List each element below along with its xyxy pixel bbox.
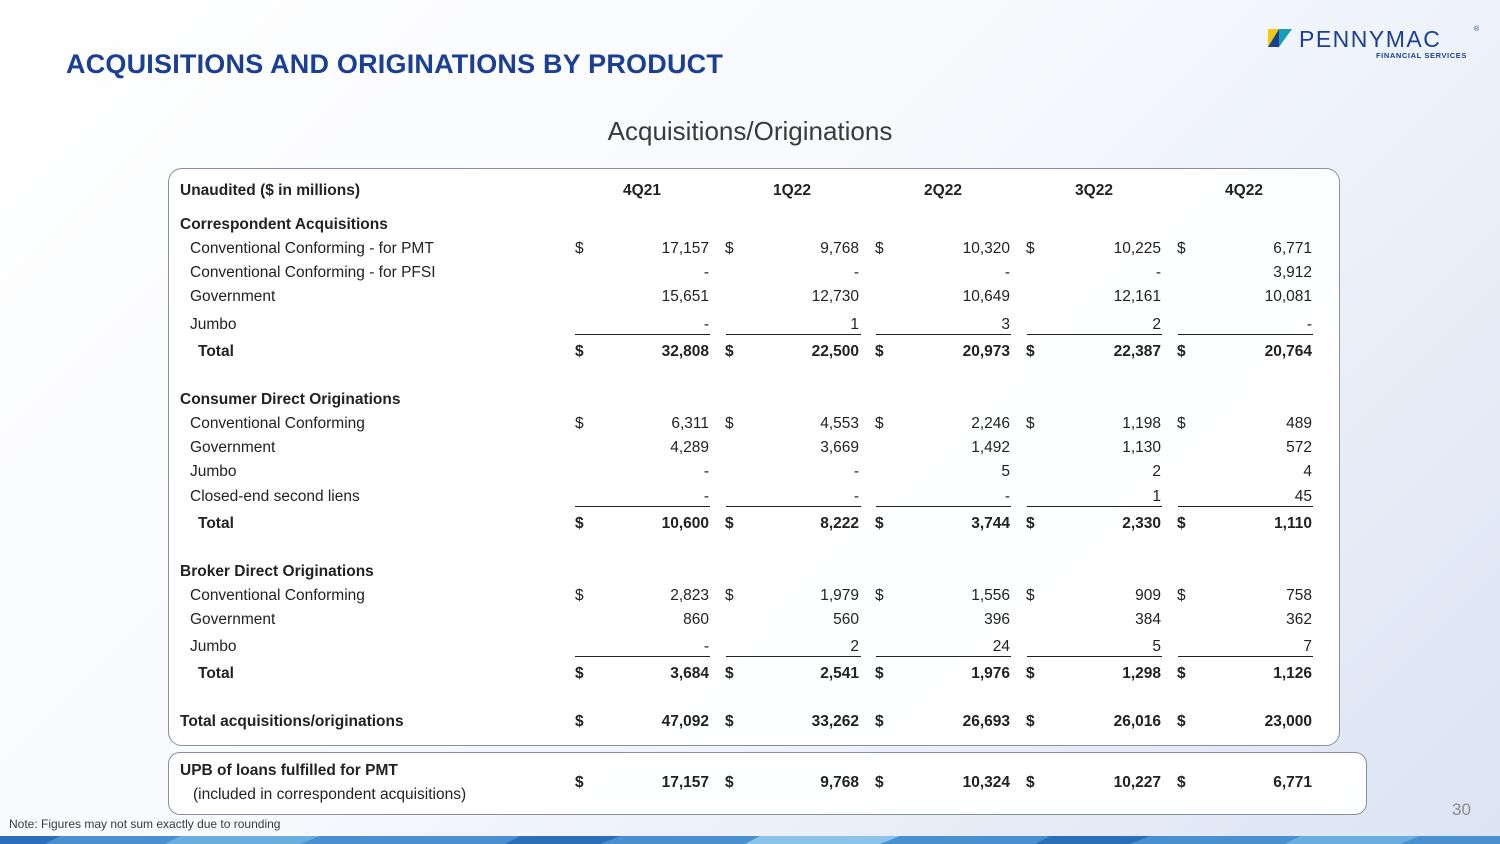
total-label: Total (198, 343, 234, 360)
cell-value: 909 (1135, 587, 1161, 604)
row-label: Conventional Conforming - for PFSI (190, 264, 436, 281)
currency-symbol: $ (725, 515, 734, 532)
cell-value: - (703, 463, 709, 480)
cell-value: 396 (984, 611, 1010, 628)
currency-symbol: $ (1026, 587, 1035, 604)
currency-symbol: $ (875, 713, 884, 730)
currency-symbol: $ (725, 713, 734, 730)
cell-value: 6,771 (1273, 774, 1312, 791)
table-row (0, 238, 1500, 260)
page-title: ACQUISITIONS AND ORIGINATIONS BY PRODUCT (66, 49, 724, 79)
currency-symbol: $ (1177, 587, 1186, 604)
table-row (0, 486, 1500, 508)
currency-symbol: $ (725, 240, 734, 257)
currency-symbol: $ (575, 240, 584, 257)
cell-value: 572 (1286, 439, 1312, 456)
cell-value: - (1004, 264, 1010, 281)
cell-value: 1,126 (1273, 665, 1312, 682)
footer-decoration (0, 836, 1500, 844)
table-row (0, 262, 1500, 284)
upb-sublabel: (included in correspondent acquisitions) (193, 786, 467, 803)
upb-label: UPB of loans fulfilled for PMT (180, 762, 398, 779)
table-row (0, 437, 1500, 459)
row-label: Government (190, 439, 276, 456)
cell-value: 5 (1001, 463, 1010, 480)
section-total-row (0, 513, 1500, 535)
cell-value: - (853, 488, 859, 505)
subtotal-rule (876, 334, 1011, 335)
cell-value: - (853, 264, 859, 281)
cell-value: - (1155, 264, 1161, 281)
subtotal-rule (876, 656, 1011, 657)
currency-symbol: $ (575, 515, 584, 532)
cell-value: 10,225 (1113, 240, 1161, 257)
cell-value: 24 (992, 638, 1010, 655)
currency-symbol: $ (875, 515, 884, 532)
cell-value: 3,912 (1273, 264, 1312, 281)
upb-values-row (0, 772, 1500, 794)
cell-value: 3,684 (670, 665, 709, 682)
table-row (0, 585, 1500, 607)
currency-symbol: $ (1026, 515, 1035, 532)
cell-value: 10,227 (1113, 774, 1161, 791)
subtotal-rule (1178, 656, 1313, 657)
period-header: 4Q21 (623, 182, 661, 199)
cell-value: 384 (1135, 611, 1161, 628)
page-number: 30 (1452, 800, 1471, 819)
currency-symbol: $ (1177, 665, 1186, 682)
cell-value: 33,262 (811, 713, 859, 730)
cell-value: 1,130 (1122, 439, 1161, 456)
currency-symbol: $ (725, 587, 734, 604)
cell-value: 22,500 (811, 343, 859, 360)
currency-symbol: $ (875, 665, 884, 682)
subtotal-rule (1027, 656, 1162, 657)
cell-value: 15,651 (661, 288, 709, 305)
currency-symbol: $ (1026, 665, 1035, 682)
subtotal-rule (1178, 506, 1313, 507)
cell-value: 17,157 (661, 774, 709, 791)
row-label: Conventional Conforming (190, 415, 365, 432)
cell-value: 758 (1286, 587, 1312, 604)
currency-symbol: $ (575, 587, 584, 604)
currency-symbol: $ (575, 415, 584, 432)
currency-symbol: $ (1026, 774, 1035, 791)
cell-value: 47,092 (661, 713, 709, 730)
currency-symbol: $ (575, 343, 584, 360)
period-header: 1Q22 (773, 182, 811, 199)
currency-symbol: $ (1177, 515, 1186, 532)
currency-symbol: $ (1026, 415, 1035, 432)
logo-mark-icon (1268, 29, 1292, 47)
subtotal-rule (1178, 334, 1313, 335)
cell-value: - (703, 316, 709, 333)
subtotal-rule (1027, 506, 1162, 507)
currency-symbol: $ (575, 774, 584, 791)
cell-value: 362 (1286, 611, 1312, 628)
section-title: Correspondent Acquisitions (180, 216, 388, 233)
table-title: Acquisitions/Originations (607, 116, 893, 146)
subtotal-rule (1027, 334, 1162, 335)
currency-symbol: $ (875, 587, 884, 604)
total-label: Total (198, 665, 234, 682)
subtotal-rule (726, 656, 861, 657)
cell-value: - (703, 488, 709, 505)
cell-value: 10,081 (1264, 288, 1312, 305)
cell-value: 5 (1152, 638, 1161, 655)
table-row (0, 314, 1500, 336)
cell-value: 4,553 (820, 415, 859, 432)
cell-value: 2,246 (971, 415, 1010, 432)
currency-symbol: $ (875, 343, 884, 360)
period-header: 2Q22 (924, 182, 962, 199)
currency-symbol: $ (875, 774, 884, 791)
currency-symbol: $ (1026, 343, 1035, 360)
table-row (0, 286, 1500, 308)
logo-subtitle: FINANCIAL SERVICES (1376, 51, 1467, 60)
row-label: Government (190, 288, 276, 305)
cell-value: 26,693 (962, 713, 1010, 730)
cell-value: 26,016 (1113, 713, 1161, 730)
cell-value: 12,161 (1113, 288, 1161, 305)
currency-symbol: $ (1177, 774, 1186, 791)
total-label: Total (198, 515, 234, 532)
currency-symbol: $ (1177, 240, 1186, 257)
cell-value: 10,600 (661, 515, 709, 532)
cell-value: 4 (1303, 463, 1312, 480)
row-label: Jumbo (190, 463, 237, 480)
cell-value: 2,541 (820, 665, 859, 682)
section-title: Consumer Direct Originations (180, 391, 401, 408)
currency-symbol: $ (575, 665, 584, 682)
cell-value: 1 (1152, 488, 1161, 505)
cell-value: - (703, 264, 709, 281)
cell-value: 10,324 (962, 774, 1010, 791)
cell-value: 1,976 (971, 665, 1010, 682)
cell-value: 17,157 (661, 240, 709, 257)
section-total-row (0, 663, 1500, 685)
section-total-row (0, 341, 1500, 363)
cell-value: 489 (1286, 415, 1312, 432)
table-row (0, 461, 1500, 483)
section-title-row (0, 214, 1500, 236)
cell-value: 10,320 (962, 240, 1010, 257)
currency-symbol: $ (1026, 713, 1035, 730)
table-row (0, 609, 1500, 631)
cell-value: 10,649 (962, 288, 1010, 305)
currency-symbol: $ (725, 774, 734, 791)
company-logo (1266, 26, 1481, 62)
cell-value: 560 (833, 611, 859, 628)
currency-symbol: $ (1026, 240, 1035, 257)
section-title: Broker Direct Originations (180, 563, 374, 580)
currency-symbol: $ (575, 713, 584, 730)
subtotal-rule (575, 334, 710, 335)
cell-value: 6,771 (1273, 240, 1312, 257)
currency-symbol: $ (1177, 415, 1186, 432)
cell-value: 860 (683, 611, 709, 628)
row-label: Jumbo (190, 316, 237, 333)
cell-value: 3,669 (820, 439, 859, 456)
period-header: 4Q22 (1225, 182, 1263, 199)
subtotal-rule (726, 334, 861, 335)
table-row (0, 636, 1500, 658)
table-header-row (0, 180, 1500, 202)
currency-symbol: $ (875, 415, 884, 432)
cell-value: - (703, 638, 709, 655)
cell-value: 2 (1152, 463, 1161, 480)
cell-value: 1,198 (1122, 415, 1161, 432)
cell-value: 20,764 (1264, 343, 1312, 360)
row-label: Conventional Conforming - for PMT (190, 240, 434, 257)
currency-symbol: $ (725, 665, 734, 682)
cell-value: - (1004, 488, 1010, 505)
cell-value: - (853, 463, 859, 480)
cell-value: 2 (1152, 316, 1161, 333)
row-label: Jumbo (190, 638, 237, 655)
section-title-row (0, 561, 1500, 583)
row-label: Conventional Conforming (190, 587, 365, 604)
cell-value: 1,298 (1122, 665, 1161, 682)
cell-value: 12,730 (811, 288, 859, 305)
cell-value: 20,973 (962, 343, 1010, 360)
logo-registered-mark: ® (1474, 26, 1480, 33)
currency-symbol: $ (725, 343, 734, 360)
logo-name: PENNYMAC (1299, 26, 1442, 52)
cell-value: 9,768 (820, 774, 859, 791)
currency-symbol: $ (1177, 343, 1186, 360)
row-label: Government (190, 611, 276, 628)
cell-value: 3,744 (971, 515, 1010, 532)
cell-value: 2,823 (670, 587, 709, 604)
cell-value: 32,808 (661, 343, 709, 360)
grand-total-row (0, 711, 1500, 733)
cell-value: 7 (1303, 638, 1312, 655)
cell-value: 9,768 (820, 240, 859, 257)
cell-value: 22,387 (1113, 343, 1161, 360)
subtotal-rule (726, 506, 861, 507)
currency-symbol: $ (1177, 713, 1186, 730)
cell-value: 6,311 (671, 415, 709, 432)
header-label: Unaudited ($ in millions) (180, 182, 360, 199)
row-label: Closed-end second liens (190, 488, 360, 505)
cell-value: 23,000 (1264, 713, 1312, 730)
period-header: 3Q22 (1075, 182, 1113, 199)
section-title-row (0, 389, 1500, 411)
cell-value: 1,110 (1274, 515, 1312, 532)
subtotal-rule (575, 656, 710, 657)
subtotal-rule (876, 506, 1011, 507)
cell-value: 1,979 (820, 587, 859, 604)
cell-value: - (1306, 316, 1312, 333)
footnote: Note: Figures may not sum exactly due to rounding (9, 817, 281, 831)
cell-value: 8,222 (820, 515, 859, 532)
cell-value: 2,330 (1122, 515, 1161, 532)
cell-value: 45 (1294, 488, 1312, 505)
table-row (0, 413, 1500, 435)
cell-value: 4,289 (670, 439, 709, 456)
cell-value: 1 (850, 316, 859, 333)
cell-value: 2 (850, 638, 859, 655)
subtotal-rule (575, 506, 710, 507)
cell-value: 3 (1001, 316, 1010, 333)
currency-symbol: $ (725, 415, 734, 432)
cell-value: 1,492 (971, 439, 1010, 456)
grand-total-label: Total acquisitions/originations (180, 713, 404, 730)
currency-symbol: $ (875, 240, 884, 257)
cell-value: 1,556 (971, 587, 1010, 604)
